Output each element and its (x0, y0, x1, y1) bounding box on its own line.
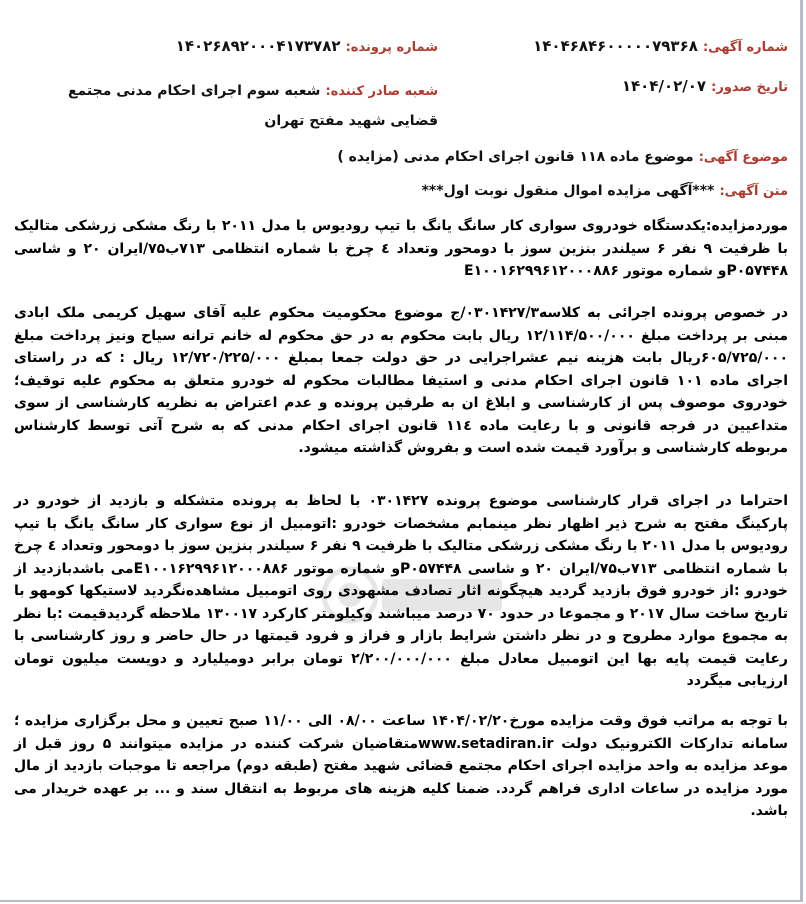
auction-item-paragraph: موردمزایده:یکدستگاه خودروی سواری کار سانگ یانگ با تیپ رودیوس با مدل ۲۰۱۱ با رنگ مشکی زرشکی متالیک با ظرفیت ۹ نفر ۶ سیلندر بنزین سوز با دومحور وتعداد ٤ چرخ با شماره انتظامی ۷۱۳ب۷۵/ایران ۲۰ و شاسی P۰۵۷۴۴۸و شماره موتور E۱۰۰۱۶۲۹۹۶۱۲۰۰۰۸۸۶ (14, 218, 789, 279)
issuer-row (33, 76, 438, 135)
issuer-value: شعبه سوم اجرای احکام مدنی مجتمع قضایی شهید مفتح تهران (67, 83, 438, 129)
auction-schedule-paragraph: با توجه به مراتب فوق وقت مزایده مورخ۱۴۰۴/۰۲/۲۰ ساعت ۰۸/۰۰ الی ۱۱/۰۰ صبح تعیین و محل برگزاری مزایده ؛سامانه تدارکات الکترونیک دولت www.setadiran.irمتقاضیان شرکت کننده در مزایده میتوانند ۵ روز قبل از موعد مزایده به واحد مزایده اجرای احکام مجتمع قضائی شهید مفتح (طبقه دوم) مراجعه تا موجبات بازدید از مال مورد مزایده در ساعات اداری فراهم گردد. ضمنا کلیه هزینه های مربوط به انتقال سند و ... بر عهده خریدار می باشد. (14, 713, 789, 819)
body-title-label: متن آگهی: (719, 184, 788, 199)
body-title-row (422, 180, 788, 199)
case-number-label: شماره پرونده: (345, 40, 438, 55)
subject-label: موضوع آگهی: (698, 150, 788, 165)
body-title-value: ***آگهی مزایده اموال منقول نوبت اول*** (421, 183, 715, 199)
ad-number-value: ۱۴۰۴۶۸۴۶۰۰۰۰۰۷۹۳۶۸ (533, 37, 698, 55)
subject-value: موضوع ماده ۱۱۸ قانون اجرای احکام مدنی (مزایده ) (337, 149, 694, 165)
issue-date-row (622, 76, 788, 95)
case-number-row (176, 36, 438, 55)
case-number-value: ۱۴۰۲۶۸۹۲۰۰۰۴۱۷۳۷۸۲ (175, 37, 341, 55)
ad-number-label: شماره آگهی: (702, 40, 788, 55)
ad-number-row (533, 36, 788, 55)
issue-date-value: ۱۴۰۴/۰۲/۰۷ (621, 77, 707, 95)
issue-date-label: تاریخ صدور: (711, 80, 788, 95)
expert-report-paragraph: احتراما در اجرای قرار کارشناسی موضوع پرونده ۰۳۰۱۴۲۷ با لحاظ به پرونده متشکله و بازدید از خودرو در پارکینگ مفتح به شرح ذیر اظهار نظر مینمابم مشخصات خودرو :اتومبیل از نوع سواری کار سانگ یانگ با تیپ رودیوس با مدل ۲۰۱۱ با رنگ مشکی زرشکی متالیک با ظرفیت ۹ نفر ۶ سیلندر بنزین سوز با دومحور وتعداد ٤ چرخ با شماره انتظامی ۷۱۳ب۷۵/ایران ۲۰ و شاسی P۰۵۷۴۴۸و شماره موتور E۱۰۰۱۶۲۹۹۶۱۲۰۰۰۸۸۶می باشدبازدید از خودرو :از خودرو فوق بازدید گردید هیچگونه اثار تصادف مشهودی روی اتومبیل مشاهده‌نگردید لاستیکها کومهو با تاریخ ساخت سال ۲۰۱۷ و مجموعا در حدود ۷۰ درصد میباشند وکیلومتر کارکرد ۱۳۰۰۱۷ ملاحظه گردیدقیمت :با نظر به مجموع موارد مطروح و در نظر داشتن شرایط بازار و فراز و فرود قیمتها در حال حاضر و روز کارشناسی با رعایت قیمت پایه بها این اتومبیل معادل مبلغ ۲/۲۰۰/۰۰۰/۰۰۰ تومان برابر دومیلیارد و دویست میلیون تومان ارزیابی میگردد (14, 493, 788, 689)
issuer-label: شعبه صادر کننده: (325, 84, 438, 99)
subject-row (337, 146, 788, 165)
case-details-paragraph: در خصوص پرونده اجرائی به کلاسه۰۳۰۱۴۲۷/۳/ج موضوع محکومیت محکوم علیه آقای سهیل کریمی ملک ابادی مبنی بر پرداخت مبلغ ۱۲/۱۱۴/۵۰۰/۰۰۰ ریال بابت محکوم به در حق محکوم له خانم ترانه سیاح ونیز پرداخت مبلغ ۶۰۵/۷۲۵/۰۰۰ریال بابت هزینه نیم عشراجرایی در حق دولت جمعا بمبلغ ۱۲/۷۲۰/۲۲۵/۰۰۰ ریال : که در راستای اجرای ماده ۱۰۱ قانون اجرای احکام مدنی و استیفا مطالبات محکوم له خودرو متعلق به محکوم علیه توقیف؛ خودروی موصوف پس از کارشناسی و ابلاغ ان به طرفین پرونده و عدم اعتراض به نظریه کارشناسی از سوی متداعیین در فرجه قانونی و با رعایت ماده ۱۱٤ قانون اجرای احکام مدنی که به شرح آتی توسط کارشناس مربوطه کارشناسی و برآورد قیمت شده است و بفروش گذاشته میشود. (14, 305, 789, 456)
